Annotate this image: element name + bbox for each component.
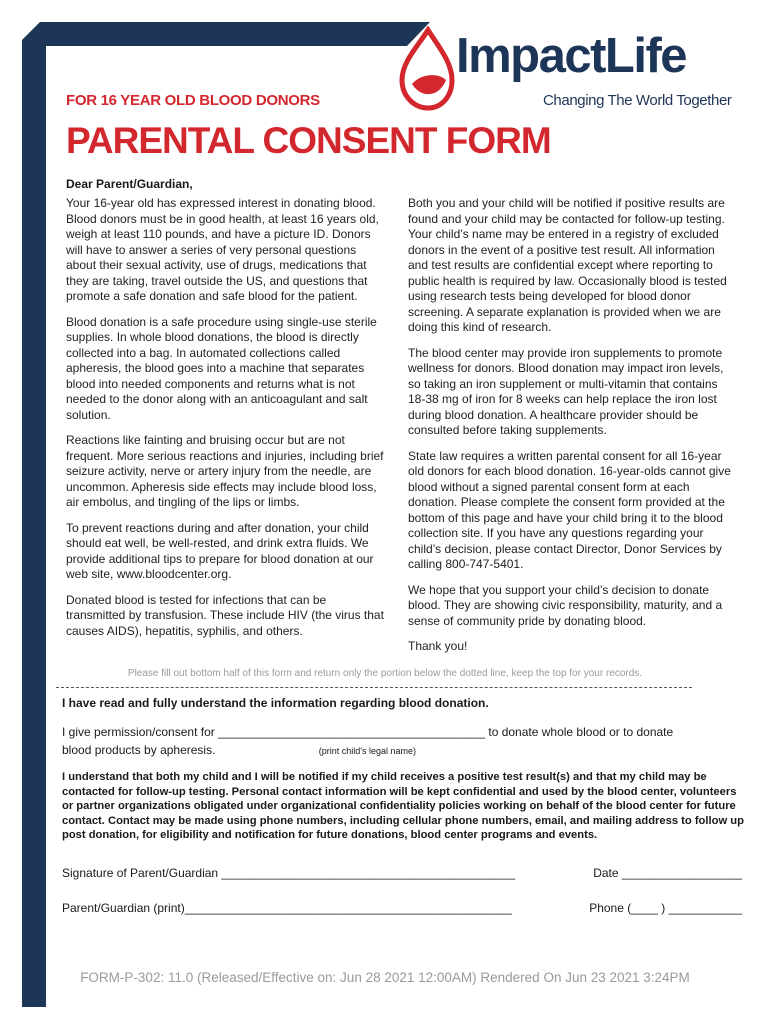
paragraph: To prevent reactions during and after donation, your child should eat well, be well-rested, and drink extra fluids. We provide additional tips to prepare for blood donation at our web site, www.bloodcenter.org. — [66, 520, 374, 581]
phone-field[interactable]: Phone (____ ) ___________ — [589, 901, 742, 915]
salutation: Dear Parent/Guardian, — [66, 177, 193, 191]
instruction-note: Please fill out bottom half of this form and return only the portion below the dotted line, keep the top for your records. — [127, 668, 643, 679]
permission-statement — [62, 724, 742, 760]
permission-line-2 — [62, 742, 742, 760]
permission-line-text: blood products by apheresis. — [62, 743, 216, 757]
acknowledgement-heading: I have read and fully understand the information regarding blood donation. — [62, 696, 489, 710]
form-footer: FORM-P-302: 11.0 (Released/Effective on: Jun 28 2021 12:00AM) Rendered On Jun 23 2021 3:24PM — [80, 970, 690, 985]
child-name-hint: (print child's legal name) — [318, 746, 417, 756]
paragraph: Reactions like fainting and bruising occur but are not frequent. More serious reactions and injuries, including brief seizure activity, nerve or artery injury from the needle, are uncommon. Apheresis side effects may include blood loss, air embolus, and tingling of the lips or limbs. — [66, 433, 384, 509]
notification-statement: I understand that both my child and I will be notified if my child receives a positive test result(s) and that my child may be contacted for follow-up testing. Personal contact information will be kept confidential and used by the blood center, volunteers or partner organizations obligated under organizational confidentiality policies working on behalf of the blood center for future contact. Contact may be made using phone numbers, including cellular phone numbers, email, and mailing address to follow up post donation, for eligibility and notification for future donations, blood center programs and events. — [62, 771, 744, 842]
signature-row — [62, 866, 742, 880]
permission-line[interactable]: I give permission/consent for ________________________________________ to donate whole blood or to donate — [62, 725, 674, 739]
page-title: PARENTAL CONSENT FORM — [66, 120, 551, 161]
letter-left-column — [66, 196, 386, 649]
paragraph: Your 16-year old has expressed interest in donating blood. Blood donors must be in good health, at least 16 years old, weigh at least 110 pounds, and have a picture ID. Donors will have to answer a series of very personal questions about their sexual activity, use of drugs, medications that they are taking, travel outside the US, and questions that promote a safe donation and safe blood for the patient. — [66, 196, 379, 303]
logo-wordmark: ImpactLife — [456, 29, 687, 83]
signature-field[interactable]: Signature of Parent/Guardian ____________________________________________ — [62, 866, 516, 880]
print-name-field[interactable]: Parent/Guardian (print)_________________________________________________ — [62, 901, 512, 915]
cut-line — [56, 687, 692, 688]
letter-right-column — [408, 196, 738, 665]
blood-drop-icon — [398, 26, 456, 118]
paragraph: Both you and your child will be notified if positive results are found and your child may be contacted for follow-up testing. Your child’s name may be entered in a registry of excluded donors in the event of a positive test result. All information and test results are confidential except where reporting to public health is required by law. Occasionally blood is tested using research tests being developed for blood donor screening. A separate explanation is provided when we are doing this kind of research. — [408, 196, 727, 334]
paragraph: State law requires a written parental consent for all 16-year old donors for each blood donation. 16-year-olds cannot give blood without a signed parental consent form at each donation. Please complete the consent form provided at the bottom of this page and have your child bring it to the blood collection site. If you have any questions regarding your child’s decision, please contact Director, Donor Services by calling 800-747-5401. — [408, 448, 731, 571]
impactlife-logo — [398, 26, 748, 118]
paragraph: We hope that you support your child’s decision to donate blood. They are showing civic responsibility, maturity, and a sense of community pride by donating blood. — [408, 582, 723, 628]
print-name-row — [62, 901, 742, 915]
paragraph: Blood donation is a safe procedure using single-use sterile supplies. In whole blood donations, the blood is directly collected into a bag. In automated collections called apheresis, the blood goes into a machine that separates blood into needed components and returns what is not needed to the donor along with an anticoagulant and salt solution. — [66, 314, 377, 422]
date-field[interactable]: Date __________________ — [593, 866, 742, 880]
paragraph: The blood center may provide iron supplements to promote wellness for donors. Blood donation may impact iron levels, so taking an iron supplement or multi-vitamin that contains 18-38 mg of iron for 8 weeks can help replace the iron lost during blood donation. A healthcare provider should be consulted before taking supplements. — [408, 345, 724, 437]
paragraph: Donated blood is tested for infections that can be transmitted by transfusion. These include HIV (the virus that causes AIDS), hepatitis, syphilis, and others. — [66, 592, 384, 638]
logo-tagline: Changing The World Together — [543, 92, 732, 109]
form-kicker: FOR 16 YEAR OLD BLOOD DONORS — [66, 92, 320, 109]
paragraph: Thank you! — [408, 639, 468, 653]
